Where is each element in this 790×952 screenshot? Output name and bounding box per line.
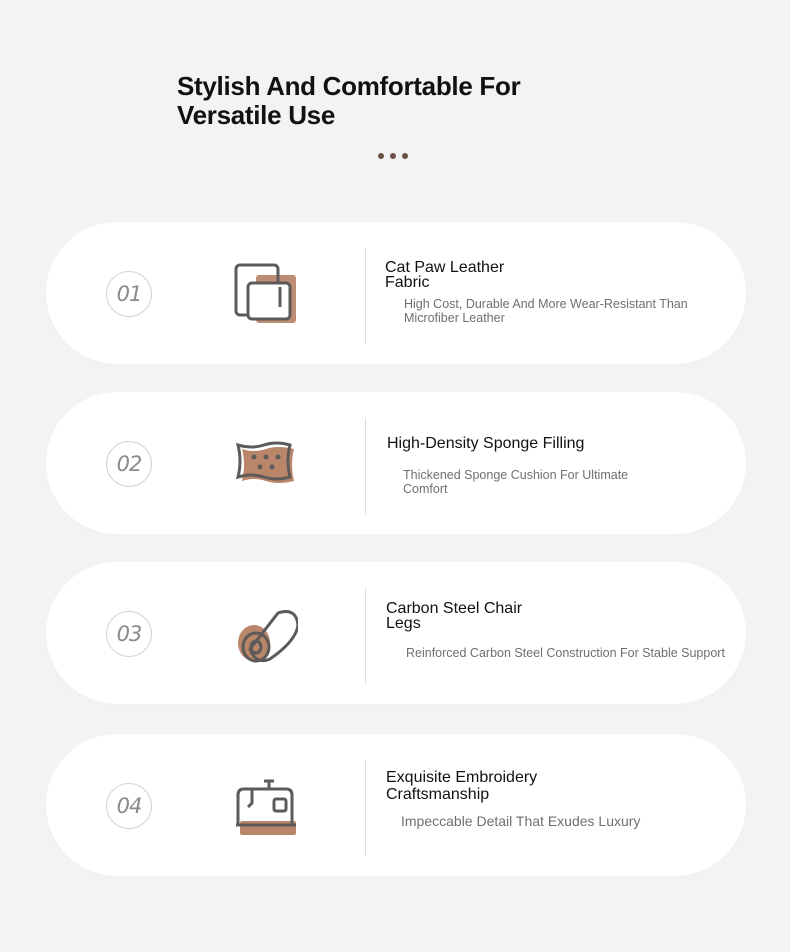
divider [365, 418, 366, 514]
feature-number: 04 [106, 783, 152, 829]
feature-number: 03 [106, 611, 152, 657]
feature-card [46, 222, 746, 364]
feature-title: Exquisite Embroidery Craftsmanship [386, 769, 538, 803]
feature-card [46, 392, 746, 534]
steel-tube-icon [234, 603, 298, 667]
leather-fabric-icon [234, 263, 298, 327]
feature-title: High-Density Sponge Filling [387, 435, 585, 452]
page-title: Stylish And Comfortable For Versatile Use [177, 71, 521, 130]
feature-description: Impeccable Detail That Exudes Luxury [401, 813, 641, 829]
sewing-machine-icon [234, 775, 298, 839]
sponge-icon [234, 433, 298, 497]
divider [365, 588, 366, 684]
feature-description: Reinforced Carbon Steel Construction For Stable Support [406, 646, 725, 660]
feature-description: Thickened Sponge Cushion For Ultimate Comfort [403, 468, 629, 496]
feature-number: 02 [106, 441, 152, 487]
feature-title: Cat Paw Leather Fabric [385, 259, 505, 291]
feature-card [46, 562, 746, 704]
feature-card [46, 734, 746, 876]
divider [365, 760, 366, 856]
decorative-dots [378, 153, 408, 159]
feature-description: High Cost, Durable And More Wear-Resistant Than Microfiber Leather [404, 297, 688, 325]
feature-title: Carbon Steel Chair Legs [386, 600, 523, 632]
divider [365, 248, 366, 344]
feature-number: 01 [106, 271, 152, 317]
